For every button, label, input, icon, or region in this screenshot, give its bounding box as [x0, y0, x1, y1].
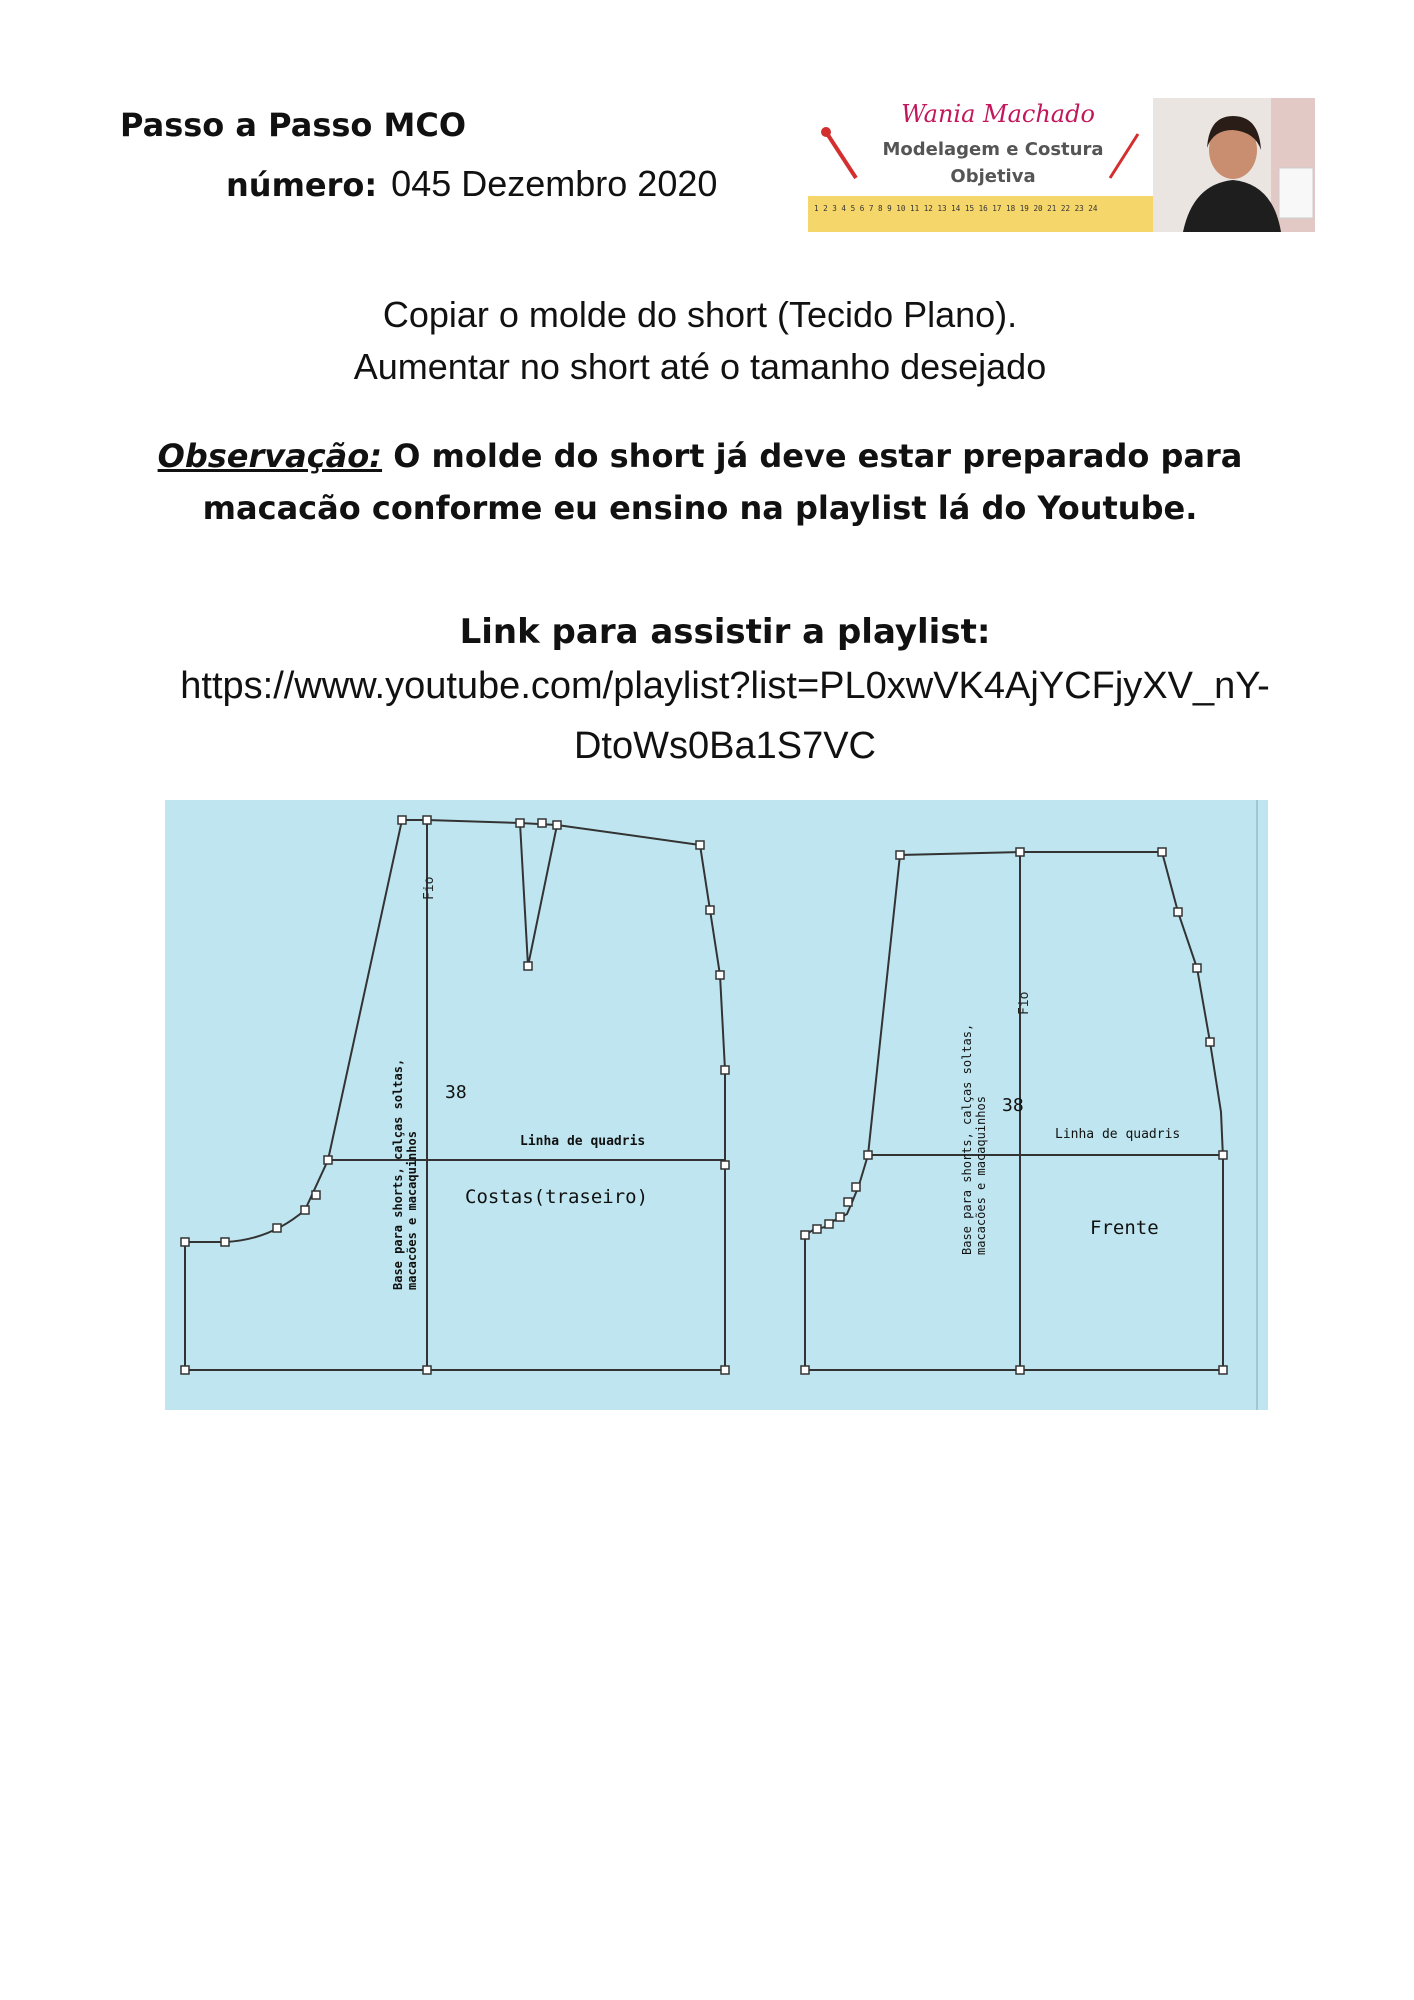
front-base-label-1: Base para shorts, calças soltas,: [960, 1023, 974, 1255]
back-fio-label: Fio: [422, 876, 437, 900]
front-fio-label: Fio: [1017, 991, 1032, 1015]
number-value: 045 Dezembro 2020: [391, 163, 718, 204]
back-base-label-1: Base para shorts, calças soltas,: [391, 1058, 405, 1290]
measuring-tape: [808, 196, 1153, 232]
link-label: Link para assistir a playlist:: [459, 612, 991, 652]
logo-name: Wania Machado: [901, 100, 1095, 128]
front-size-label: 38: [1002, 1095, 1024, 1116]
front-base-label-2: macacões e macaquinhos: [974, 1096, 988, 1255]
playlist-url[interactable]: [150, 656, 1300, 776]
observation-label: Observação:: [157, 437, 383, 475]
document-title: Passo a Passo MCO: [120, 106, 467, 144]
back-hip-line-label: Linha de quadris: [520, 1134, 646, 1149]
instruction-line-2: Aumentar no short até o tamanho desejado: [353, 346, 1047, 387]
front-hip-line-label: Linha de quadris: [1055, 1127, 1181, 1142]
logo-line2: Objetiva: [950, 166, 1036, 187]
observation-line-2: macacão conforme eu ensino na playlist lá do Youtube.: [202, 489, 1198, 527]
logo-line1: Modelagem e Costura: [882, 139, 1104, 160]
back-piece-name: Costas(traseiro): [465, 1186, 649, 1208]
number-label: número:: [226, 166, 378, 204]
back-size-label: 38: [445, 1082, 467, 1103]
playlist-url-line-2[interactable]: DtoWs0Ba1S7VC: [573, 725, 876, 767]
back-base-label-2: macacões e macaquinhos: [405, 1131, 419, 1290]
observation-line-1: [0, 430, 1400, 482]
author-photo: [1153, 98, 1315, 232]
brand-logo: [808, 98, 1153, 232]
playlist-url-line-1[interactable]: https://www.youtube.com/playlist?list=PL0xwVK4AjYCFjyXV_nY-: [180, 665, 1270, 707]
document-number: [226, 163, 717, 205]
short-pattern-drawing: [165, 800, 1268, 1410]
instruction-line-1: Copiar o molde do short (Tecido Plano).: [382, 294, 1018, 335]
ruler-numbers: 1 2 3 4 5 6 7 8 9 10 11 12 13 14 15 16 17 18 19 20 21 22 23 24: [814, 204, 1098, 213]
front-piece-name: Frente: [1090, 1217, 1159, 1239]
observation-text-1: O molde do short já deve estar preparado para: [382, 437, 1243, 475]
